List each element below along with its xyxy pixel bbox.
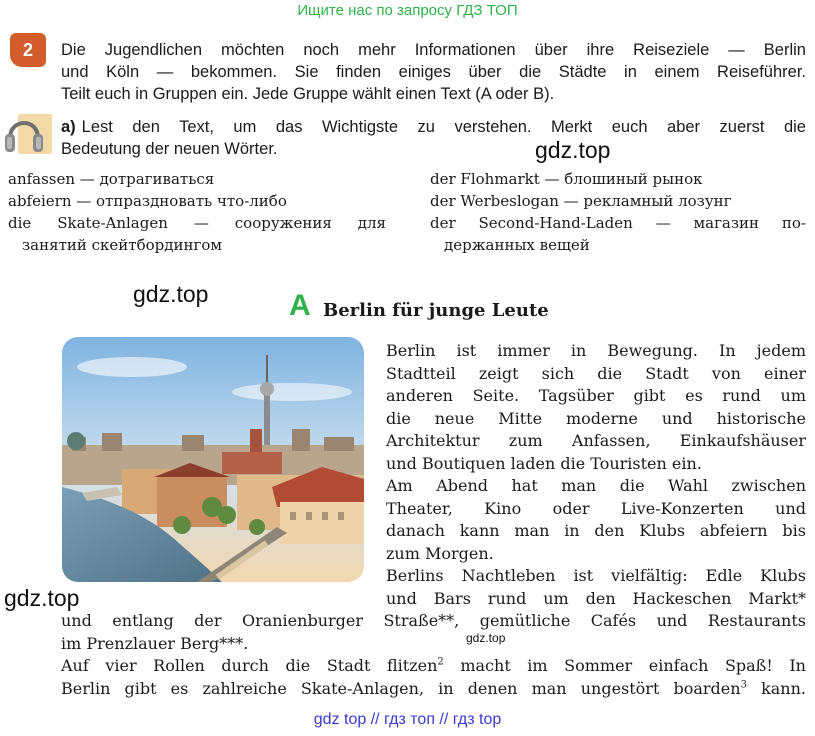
exercise-intro: [61, 39, 806, 105]
text-a-right-column: [386, 340, 806, 610]
text-line: die neue Mitte moderne und historische: [386, 408, 806, 428]
text-line: zum Morgen.: [386, 543, 494, 563]
text-line: und Boutiquen laden die Touristen ein.: [386, 453, 702, 473]
intro-line: Teilt euch in Gruppen ein. Jede Gruppe wählt einen Text (A oder B).: [61, 85, 555, 103]
text-line: Berlins Nachtleben ist vielfältig: Edle Klubs: [386, 566, 806, 585]
text-line: im Prenzlauer Berg***.: [61, 633, 249, 653]
task-text: Lest den Text, um das Wichtigste zu verstehen. Merkt euch aber zuerst die: [81, 118, 806, 136]
intro-line: und Köln — bekommen. Sie finden einiges über die Städte in einem Reiseführer.: [61, 63, 806, 81]
exercise-number-badge: 2: [10, 33, 46, 67]
watermark: gdz.top: [4, 585, 80, 611]
text-segment: kann.: [746, 678, 806, 698]
vocab-item: занятий скейтбордингом: [22, 236, 223, 254]
text-line: Theater, Kino oder Live-Konzerten und: [386, 498, 806, 518]
vocab-item: держанных вещей: [444, 236, 590, 254]
vocab-right: [430, 168, 806, 256]
watermark: gdz.top: [133, 281, 209, 307]
text-line: Berlin ist immer in Bewegung. In jedem: [386, 341, 806, 360]
vocab-item: abfeiern — отпраздновать что-либо: [8, 192, 287, 210]
vocab-item: anfassen — дотрагиваться: [8, 170, 215, 188]
watermark-small: gdz.top: [466, 631, 506, 645]
section-letter: A: [289, 289, 311, 322]
text-line: Architektur zum Anfassen, Einkaufshäuser: [386, 431, 806, 450]
text-line: Am Abend hat man die Wahl zwischen: [386, 476, 806, 495]
section-title: Berlin für junge Leute: [323, 300, 549, 321]
watermark: gdz.top: [535, 137, 611, 163]
task-a: [61, 116, 806, 160]
text-a-full-width: [61, 610, 806, 700]
text-line: und entlang der Oranienburger Straße**, gemütliche Cafés und Restaurants: [61, 611, 806, 630]
task-label: a): [61, 118, 76, 136]
vocab-item: die Skate-Anlagen — сооружения для: [8, 214, 386, 232]
headphones-icon: [2, 104, 52, 158]
footnote-mark: 3: [740, 679, 747, 691]
vocab-item: der Second-Hand-Laden — магазин по-: [430, 214, 806, 232]
text-line: anderen Seite. Tagsüber gibt es rund um: [386, 386, 806, 405]
berlin-city-photo: [62, 337, 364, 582]
task-line-1: [61, 116, 806, 138]
text-line-with-footnote: [61, 655, 806, 678]
text-line-with-footnote: [61, 678, 806, 701]
footnote-mark: 2: [437, 656, 444, 668]
bottom-banner[interactable]: gdz top // гдз топ // гдз top: [313, 711, 502, 728]
intro-line: Die Jugendlichen möchten noch mehr Informationen über ihre Reiseziele — Berlin: [61, 41, 806, 59]
top-banner: Ищите нас по запросу ГДЗ ТОП: [297, 2, 518, 19]
text-segment: Auf vier Rollen durch die Stadt flitzen: [61, 656, 438, 675]
text-line: danach kann man in den Klubs abfeiern bis: [386, 521, 806, 540]
text-segment: macht im Sommer einfach Spaß! In: [443, 656, 806, 675]
vocab-item: der Werbeslogan — рекламный лозунг: [430, 192, 732, 210]
task-line-2: Bedeutung der neuen Wörter.: [61, 140, 278, 158]
text-segment: Berlin gibt es zahlreiche Skate-Anlagen, in denen man ungestört boarden: [61, 678, 741, 698]
text-line: Stadtteil zeigt sich die Stadt von einer: [386, 363, 806, 383]
vocab-left: [8, 168, 386, 256]
text-line: und Bars rund um den Hackeschen Markt*: [386, 588, 806, 608]
vocab-item: der Flohmarkt — блошиный рынок: [430, 170, 703, 188]
